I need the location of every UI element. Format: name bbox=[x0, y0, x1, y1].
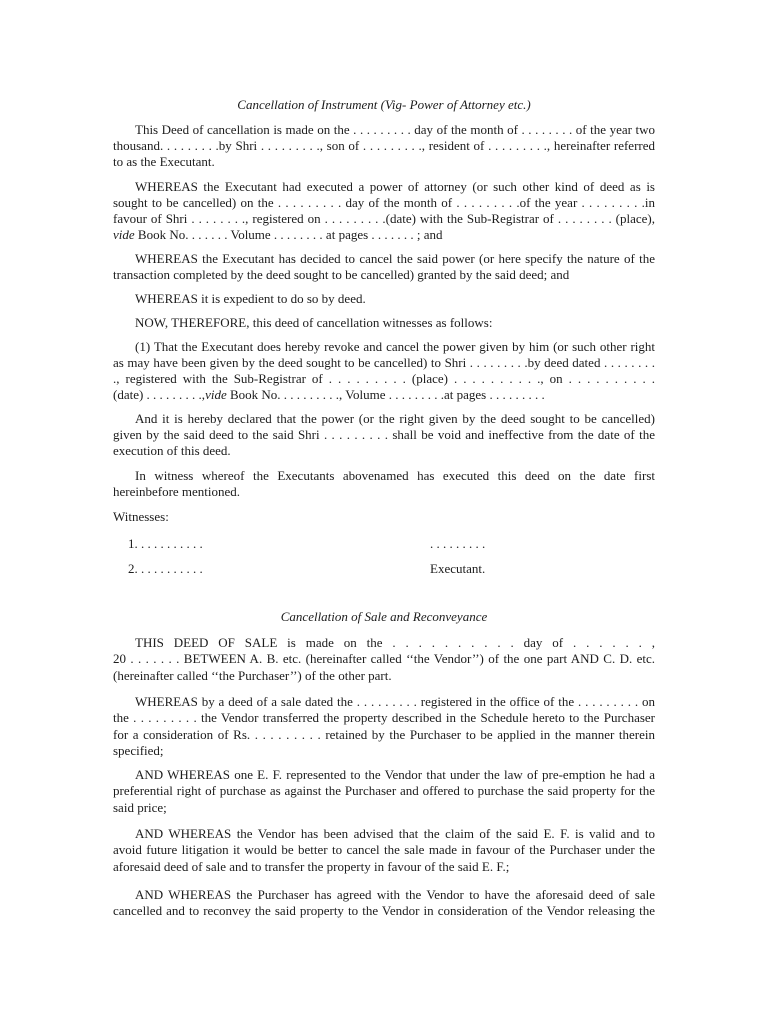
paragraph-line: said price; bbox=[113, 799, 167, 815]
paragraph-line: AND WHEREAS the Purchaser has agreed with the Vendor to have the aforesaid deed of sale bbox=[135, 887, 655, 902]
paragraph-deed-of-sale bbox=[113, 635, 655, 684]
paragraph-line: execution of this deed. bbox=[113, 443, 231, 458]
executant-label: Executant. bbox=[430, 561, 486, 576]
paragraph-line: avoid future litigation it would be better to cancel the sale made in favour of the Purchaser under the bbox=[113, 842, 655, 858]
paragraph-line: 20 . . . . . . . BETWEEN A. B. etc. (hereinafter called ‘‘the Vendor’’) of the one part AND C. D. etc. bbox=[113, 651, 655, 667]
section-title-sale-cancellation: Cancellation of Sale and Reconveyance bbox=[280, 609, 488, 624]
paragraph-clause-1 bbox=[113, 339, 655, 403]
line-text: Book No. . . . . . . . . ., Volume . . . . . . . . .at pages . . . . . . . . . bbox=[226, 387, 545, 402]
executant-signature-line: . . . . . . . . . bbox=[430, 536, 486, 551]
paragraph-now-therefore bbox=[113, 315, 655, 331]
paragraph-whereas-decided bbox=[113, 251, 655, 283]
paragraph-line: ., registered with the Sub-Registrar of . . . . . . . . . (place) . . . . . . . . . ., on . . . . . . . . . . bbox=[113, 371, 655, 386]
paragraph-whereas-sale bbox=[113, 694, 655, 760]
paragraph-line: given by the said deed to the said Shri . . . . . . . . . shall be void and ineffective from the date of the bbox=[113, 427, 655, 442]
paragraph-line: to as the Executant. bbox=[113, 154, 215, 169]
paragraph-line: preferential right of purchase as against the Purchaser and offered to purchase the said property for the bbox=[113, 783, 655, 799]
paragraph-line: WHEREAS by a deed of a sale dated the . . . . . . . . . registered in the office of the . . . . . . . . . on bbox=[135, 694, 655, 709]
witness-2-line: 2. . . . . . . . . . . bbox=[128, 561, 203, 576]
paragraph-line: thousand. . . . . . . . .by Shri . . . . . . . . ., son of . . . . . . . . ., resident of . . . . . . . . ., hereinafter referred bbox=[113, 138, 655, 153]
paragraph-line: THIS DEED OF SALE is made on the . . . . . . . . . . day of . . . . . . , bbox=[135, 635, 655, 650]
paragraph-line: aforesaid deed of sale and to transfer the property in favour of the said E. F.; bbox=[113, 858, 510, 874]
paragraph-line: WHEREAS the Executant had executed a power of attorney (or such other kind of deed as is bbox=[135, 179, 655, 194]
paragraph-whereas-pre-emption bbox=[113, 767, 655, 816]
paragraph-line: for a consideration of Rs. . . . . . . . . . retained by the Purchaser to be applied in the manner therein bbox=[113, 726, 655, 742]
paragraph-line: sought to be cancelled) on the . . . . . . . . . day of the month of . . . . . . . . .of the year . . . . . . . . .in bbox=[113, 195, 655, 210]
paragraph-line: WHEREAS it is expedient to do so by deed. bbox=[135, 291, 366, 306]
italic-term-vide: vide bbox=[113, 227, 135, 242]
paragraph-line: (hereinafter called ‘‘the Purchaser’’) of the other part. bbox=[113, 667, 392, 683]
paragraph-line: And it is hereby declared that the power (or the right given by the deed sought to be cancelled) bbox=[135, 411, 655, 426]
paragraph-line: transaction completed by the deed sought to be cancelled) granted by the said deed; and bbox=[113, 267, 570, 282]
witnesses-label: Witnesses: bbox=[113, 509, 169, 524]
paragraph-whereas-executed bbox=[113, 179, 655, 243]
paragraph-line: as may have been given by the deed sought to be cancelled) to Shri . . . . . . . . .by deed dated . . . . . . . . bbox=[113, 355, 655, 370]
paragraph-line bbox=[113, 387, 655, 403]
paragraph-line: (1) That the Executant does hereby revoke and cancel the power given by him (or such other right bbox=[135, 339, 655, 354]
paragraph-line: cancelled and to reconvey the said property to the Vendor in consideration of the Vendor releasing the bbox=[113, 903, 655, 919]
paragraph-in-witness bbox=[113, 468, 655, 500]
witness-row bbox=[113, 561, 655, 577]
paragraph-whereas-advised bbox=[113, 826, 655, 875]
paragraph-whereas-expedient bbox=[113, 291, 655, 307]
section-title-instrument-cancellation: Cancellation of Instrument (Vig- Power of Attorney etc.) bbox=[237, 97, 531, 112]
line-text: (date) . . . . . . . . ., bbox=[113, 387, 206, 402]
paragraph-declaration bbox=[113, 411, 655, 459]
paragraph-line: AND WHEREAS one E. F. represented to the Vendor that under the law of pre-emption he had a bbox=[135, 767, 655, 782]
paragraph-line: hereinbefore mentioned. bbox=[113, 484, 241, 499]
italic-term-vide: vide bbox=[205, 387, 227, 402]
witness-1-line: 1. . . . . . . . . . . bbox=[128, 536, 203, 551]
paragraph-line: WHEREAS the Executant has decided to cancel the said power (or here specify the nature of the bbox=[135, 251, 655, 266]
paragraph-line: specified; bbox=[113, 743, 164, 759]
paragraph-deed-intro bbox=[113, 122, 655, 170]
paragraph-line: This Deed of cancellation is made on the . . . . . . . . . day of the month of . . . . . . . . of the year two bbox=[135, 122, 655, 137]
witness-row bbox=[113, 536, 655, 552]
line-text: Book No. . . . . . . Volume . . . . . . . . at pages . . . . . . . ; and bbox=[134, 227, 443, 242]
paragraph-line: the . . . . . . . . . the Vendor transferred the property described in the Schedule hereto to the Purchaser bbox=[113, 710, 655, 726]
paragraph-line: favour of Shri . . . . . . . ., registered on . . . . . . . . .(date) with the Sub-Registrar of . . . . . . . . (place), bbox=[113, 211, 655, 226]
paragraph-whereas-agreed bbox=[113, 887, 655, 920]
paragraph-line bbox=[113, 227, 655, 243]
paragraph-line: AND WHEREAS the Vendor has been advised that the claim of the said E. F. is valid and to bbox=[135, 826, 655, 841]
paragraph-line: NOW, THEREFORE, this deed of cancellation witnesses as follows: bbox=[135, 315, 493, 330]
paragraph-line: In witness whereof the Executants abovenamed has executed this deed on the date first bbox=[135, 468, 655, 483]
